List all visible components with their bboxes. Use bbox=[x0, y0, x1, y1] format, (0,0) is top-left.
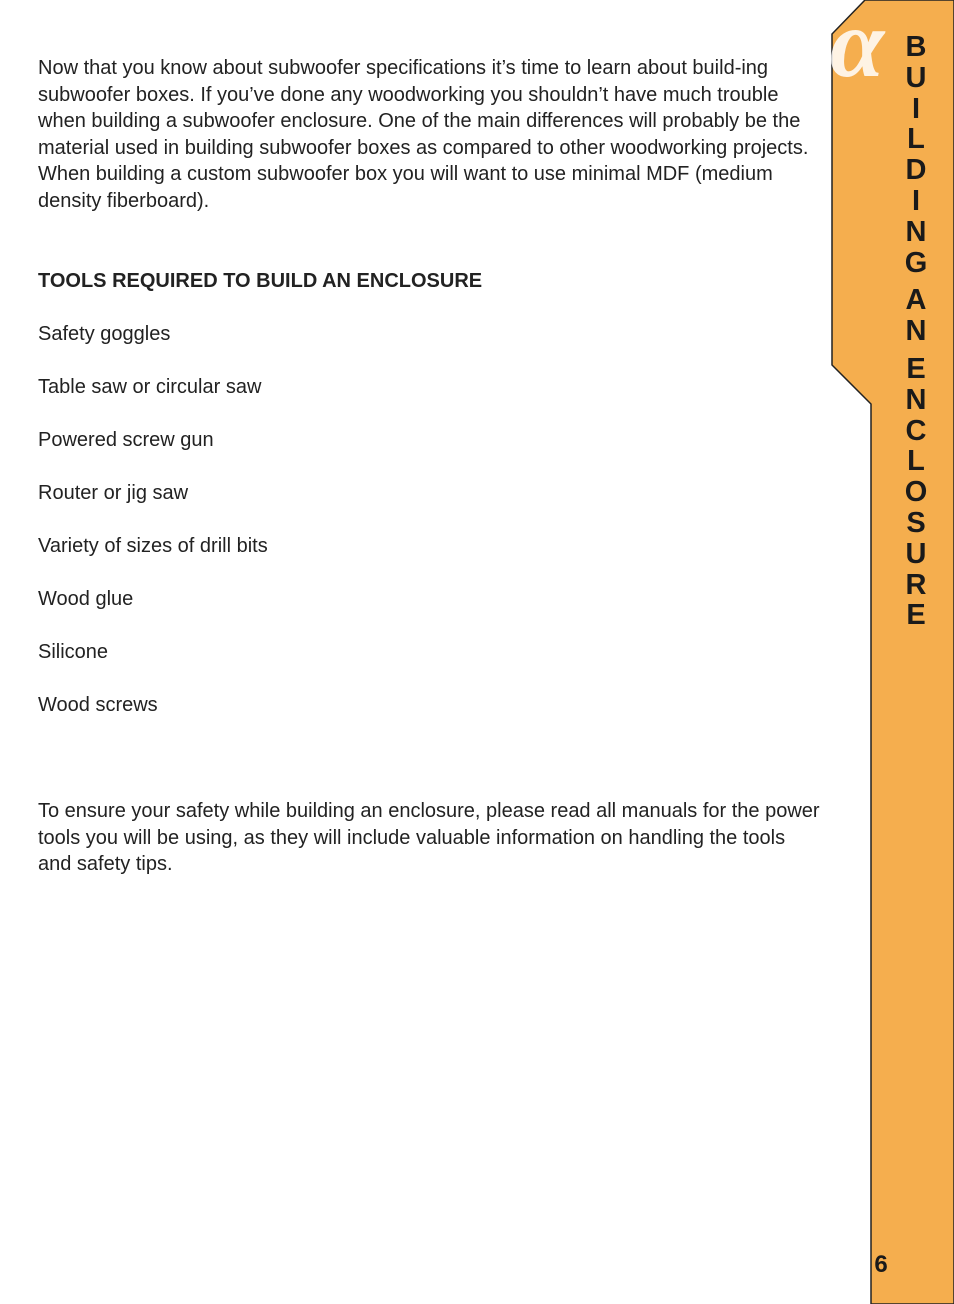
chapter-side-tab bbox=[828, 0, 954, 1304]
tool-item: Wood screws bbox=[38, 694, 158, 716]
svg-text:α: α bbox=[830, 0, 885, 84]
page-content bbox=[38, 55, 824, 878]
chapter-title-word: A N bbox=[905, 284, 927, 348]
tool-item: Wood glue bbox=[38, 588, 134, 610]
tool-item: Variety of sizes of drill bits bbox=[38, 535, 268, 557]
tool-item: Table saw or circular saw bbox=[38, 376, 262, 398]
alpha-logo-icon bbox=[828, 0, 912, 84]
chapter-title-word: E N C L O S U R E bbox=[904, 352, 928, 632]
tools-heading: TOOLS REQUIRED TO BUILD AN ENCLOSURE bbox=[38, 270, 483, 292]
tool-item: Safety goggles bbox=[38, 323, 171, 345]
safety-paragraph: To ensure your safety while building an enclosure, please read all manuals for the power tools you will be using, as they will include valuable information on handling the tools and safety tips. bbox=[38, 800, 820, 875]
tool-item: Router or jig saw bbox=[38, 482, 189, 504]
tool-item: Silicone bbox=[38, 641, 109, 663]
chapter-title-vertical bbox=[898, 32, 934, 631]
page-number: 6 bbox=[874, 1251, 888, 1278]
tools-list bbox=[38, 321, 824, 745]
side-tab-shape bbox=[828, 0, 954, 1304]
tool-item: Powered screw gun bbox=[38, 429, 214, 451]
chapter-title-word: B U I L D I N G bbox=[904, 31, 928, 279]
intro-paragraph: Now that you know about subwoofer specifications it’s time to learn about build-ing subwoofer boxes. If you’ve done any woodworking you shouldn’t have much trouble when building a subwoofer enclosure. One of the main differences will probably be the material used in building subwoofer boxes as compared to other woodworking projects. When building a custom subwoofer box you will want to use minimal MDF (medium density fiberboard). bbox=[38, 57, 809, 212]
